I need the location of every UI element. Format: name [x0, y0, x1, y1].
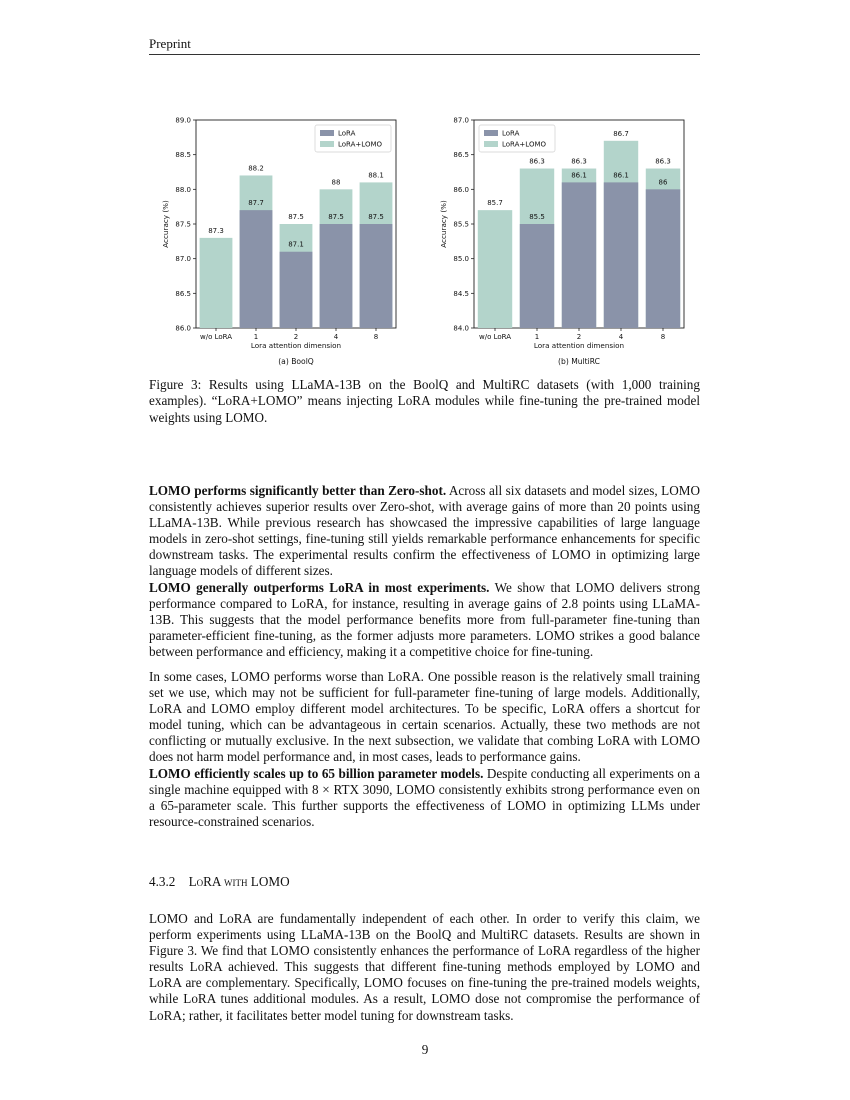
- y-axis-label: Accuracy (%): [161, 200, 170, 248]
- x-tick-label: 2: [293, 333, 299, 341]
- y-tick-label: 86.5: [175, 289, 191, 298]
- legend-label: LoRA: [338, 129, 356, 138]
- data-label-lora: 87.7: [248, 199, 264, 208]
- data-label-lora: 86.1: [571, 171, 587, 180]
- bar-lora: [360, 224, 393, 328]
- x-tick-label: 8: [373, 333, 379, 341]
- y-tick-label: 87.0: [175, 255, 191, 264]
- data-label-lora: 87.1: [288, 240, 304, 249]
- bar-lora: [320, 224, 353, 328]
- data-label-lora-lomo: 88: [331, 178, 341, 187]
- figure-3-charts: [150, 108, 710, 368]
- y-tick-label: 85.0: [453, 255, 469, 264]
- bar-lora: [604, 182, 638, 328]
- paragraph-heading: LOMO performs significantly better than Zero-shot.: [149, 483, 447, 498]
- bar-lora: [240, 210, 273, 328]
- x-tick-label: w/o LoRA: [478, 333, 512, 341]
- y-tick-label: 87.0: [453, 116, 469, 125]
- subsection-heading: [149, 874, 290, 890]
- paragraph-heading: LOMO generally outperforms LoRA in most experiments.: [149, 580, 490, 595]
- figure-caption: Figure 3: Results using LLaMA-13B on the BoolQ and MultiRC datasets (with 1,000 training examples). “LoRA+LOMO” means injecting LoRA modules while fine-tuning the pre-trained model weights using LOMO.: [149, 377, 700, 425]
- data-label-lora-lomo: 86.3: [655, 157, 671, 166]
- chart-subtitle: (b) MultiRC: [558, 357, 600, 366]
- y-tick-label: 86.5: [453, 151, 469, 160]
- legend: [315, 125, 391, 152]
- data-label-lora: 85.5: [529, 213, 545, 221]
- bar-lora-lomo: [200, 238, 233, 328]
- y-axis-label: Accuracy (%): [439, 200, 448, 248]
- y-tick-label: 87.5: [175, 220, 191, 229]
- x-tick-label: 2: [576, 333, 582, 341]
- y-tick-label: 84.0: [453, 324, 469, 333]
- paragraph-zero-shot: [149, 483, 700, 580]
- x-tick-label: 4: [333, 333, 339, 341]
- data-label-lora: 87.5: [328, 213, 344, 221]
- legend: [479, 125, 555, 152]
- y-tick-label: 86.0: [453, 185, 469, 194]
- legend-label: LoRA: [502, 129, 520, 138]
- header-rule: [149, 54, 700, 55]
- legend-label: LoRA+LOMO: [338, 140, 383, 149]
- bar-lora: [646, 189, 680, 328]
- x-tick-label: 8: [660, 333, 666, 341]
- y-tick-label: 84.5: [453, 289, 469, 298]
- subsection-number: 4.3.2: [149, 874, 176, 889]
- paragraph-heading: LOMO efficiently scales up to 65 billion parameter models.: [149, 766, 484, 781]
- data-label-lora-lomo: 85.7: [487, 199, 503, 208]
- x-tick-label: w/o LoRA: [199, 333, 233, 341]
- subsection-title: LoRA with LOMO: [188, 874, 290, 889]
- legend-swatch: [320, 130, 334, 136]
- bar-lora: [520, 224, 554, 328]
- data-label-lora: 86.1: [613, 171, 629, 180]
- data-label-lora-lomo: 87.3: [208, 226, 224, 235]
- paragraph-vs-lora: [149, 580, 700, 660]
- page-number: 9: [421, 1042, 429, 1057]
- paragraph-worse-cases: [149, 669, 700, 766]
- paragraph-lora-with-lomo: LOMO and LoRA are fundamentally independent of each other. In order to verify this claim, we perform experiments using LLaMA-13B on the BoolQ and MultiRC datasets. Results are shown in Figure 3. We find that LOMO consistently enhances the performance of LoRA regardless of the higher results LoRA achieved. This suggests that different fine-tuning methods employed by LOMO and LoRA are complementary. Specifically, LOMO focuses on fine-tuning the pre-trained models weights, while LoRA tunes additional modules. As a result, LOMO dose not compromise the performance of LoRA; rather, it facilitates better model tuning for downstream tasks.: [149, 911, 700, 1023]
- legend-swatch: [484, 141, 498, 147]
- legend-swatch: [320, 141, 334, 147]
- data-label-lora-lomo: 86.3: [529, 157, 545, 166]
- data-label-lora-lomo: 87.5: [288, 213, 304, 221]
- data-label-lora-lomo: 88.2: [248, 164, 264, 173]
- y-tick-label: 85.5: [453, 220, 469, 229]
- data-label-lora-lomo: 86.3: [571, 157, 587, 166]
- chart-panel-multirc: [439, 117, 684, 367]
- paragraph-scaling: [149, 766, 700, 830]
- paragraph-text: In some cases, LOMO performs worse than LoRA. One possible reason is the relatively small training set we use, which may not be sufficient for full-parameter fine-tuning of large models. Additionally, LoRA and LOMO employ different model architectures. To be specific, LoRA offers a shortcut for model tuning, which can be advantageous in certain scenarios. Actually, these two methods are not conflicting or mutually exclusive. In the next subsection, we validate that combing LoRA with LOMO does not harm model performance and, in most cases, leads to performance gains.: [149, 669, 700, 765]
- x-tick-label: 4: [618, 333, 624, 341]
- y-tick-label: 86.0: [175, 324, 191, 333]
- running-header: Preprint: [149, 36, 191, 51]
- legend-label: LoRA+LOMO: [502, 140, 547, 149]
- chart-panel-boolq: [161, 117, 396, 367]
- chart-subtitle: (a) BoolQ: [278, 357, 314, 366]
- x-tick-label: 1: [534, 333, 540, 341]
- data-label-lora-lomo: 86.7: [613, 129, 629, 138]
- bar-lora: [562, 182, 596, 328]
- bar-lora: [280, 252, 313, 328]
- x-axis-label: Lora attention dimension: [533, 341, 625, 350]
- paragraph-text: Despite conducting all experiments on a single machine equipped with 8 × RTX 3090, LOMO consistently exhibits strong performance even on a 65-parameter scale. This further supports the effectiveness of LOMO in optimizing LLMs under resource-constrained scenarios.: [149, 766, 700, 830]
- figure-3: [150, 108, 710, 368]
- x-tick-label: 1: [253, 333, 259, 341]
- paragraph-text: Across all six datasets and model sizes, LOMO consistently achieves superior results over Zero-shot, with average gains of more than 20 points using LLaMA-13B. While previous research has showcased the impressive capabilities of large language models in zero-shot settings, fine-tuning still yields remarkable performance enhancements for specific downstream tasks. The experimental results confirm the effectiveness of LOMO in optimizing large language models of different sizes.: [149, 483, 700, 579]
- data-label-lora-lomo: 88.1: [368, 171, 384, 180]
- y-tick-label: 88.0: [175, 185, 191, 194]
- data-label-lora: 87.5: [368, 213, 384, 221]
- y-tick-label: 89.0: [175, 116, 191, 125]
- bar-lora-lomo: [478, 210, 512, 328]
- legend-swatch: [484, 130, 498, 136]
- y-tick-label: 88.5: [175, 151, 191, 160]
- paragraph-text: We show that LOMO delivers strong performance compared to LoRA, for instance, resulting in average gains of 2.8 points using LLaMA-13B. This suggests that the model performance benefits more from full-parameter fine-tuning than parameter-efficient fine-tuning, as the former adjusts more parameters. LOMO strikes a good balance between performance and efficiency, making it a competitive choice for fine-tuning.: [149, 580, 700, 660]
- x-axis-label: Lora attention dimension: [250, 341, 342, 350]
- data-label-lora: 86: [658, 178, 668, 187]
